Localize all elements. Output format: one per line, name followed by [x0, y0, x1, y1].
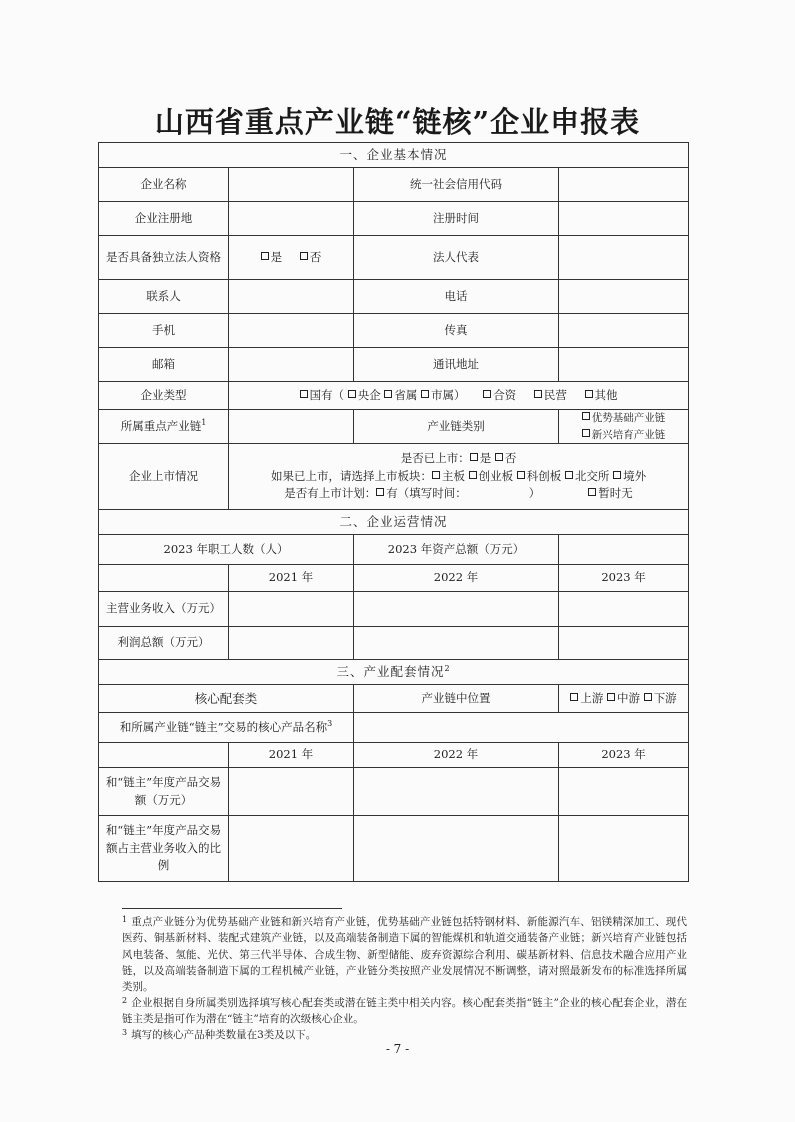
field-profit-2022[interactable]	[354, 627, 559, 660]
checkbox-icon	[495, 453, 503, 461]
option-bse[interactable]: 北交所	[565, 469, 610, 483]
label-credit-code: 统一社会信用代码	[354, 168, 559, 202]
field-company-type	[229, 382, 689, 410]
field-assets-2023[interactable]	[559, 535, 689, 565]
checkbox-icon	[607, 693, 615, 701]
checkbox-icon	[300, 252, 308, 260]
label-chain-category: 产业链类别	[354, 410, 559, 444]
field-ratio-2022[interactable]	[354, 816, 559, 882]
label-key-chain: 所属重点产业链$^1$	[99, 410, 229, 444]
listing-line-1: 是否已上市： 是 否	[400, 450, 517, 465]
checkbox-icon	[644, 693, 652, 701]
option-midstream[interactable]: 中游	[607, 691, 640, 705]
checkbox-icon	[470, 453, 478, 461]
option-provincial[interactable]: 省属	[384, 388, 417, 402]
ops-corner-cell	[99, 565, 229, 592]
label-annual-trade: 和“链主”年度产品交易额（万元）	[99, 768, 229, 816]
label-fax: 传真	[354, 314, 559, 348]
option-emerging-chain[interactable]: 新兴培育产业链	[582, 429, 666, 441]
checkbox-icon	[613, 471, 621, 479]
field-listing-status	[229, 444, 689, 510]
option-yes[interactable]: 是	[261, 250, 283, 264]
label-contact-person: 联系人	[99, 280, 229, 314]
option-central-enterprise[interactable]: 央企	[348, 388, 381, 402]
supp-year-2021: 2021 年	[229, 743, 354, 768]
field-chain-category	[559, 410, 689, 444]
section-header-supporting: 三、产业配套情况$^2$	[99, 660, 689, 685]
field-key-chain[interactable]	[229, 410, 354, 444]
field-revenue-2022[interactable]	[354, 592, 559, 627]
page-number: - 7 -	[385, 1042, 410, 1056]
label-legal-rep: 法人代表	[354, 236, 559, 280]
field-core-product[interactable]	[354, 713, 689, 743]
field-revenue-2021[interactable]	[229, 592, 354, 627]
field-legal-rep[interactable]	[559, 236, 689, 280]
label-main-revenue: 主营业务收入（万元）	[99, 592, 229, 627]
field-ratio-2023[interactable]	[559, 816, 689, 882]
checkbox-icon	[376, 488, 384, 496]
listing-line-2: 如果已上市，请选择上市板块： 主板 创业板 科创板 北交所 境外	[270, 468, 647, 483]
option-upstream[interactable]: 上游	[570, 691, 603, 705]
checkbox-icon	[517, 471, 525, 479]
label-company-name: 企业名称	[99, 168, 229, 202]
label-assets-2023: 2023 年资产总额（万元）	[354, 535, 559, 565]
checkbox-icon	[582, 412, 590, 420]
checkbox-icon	[585, 390, 593, 398]
application-form-table	[98, 142, 689, 882]
label-employees-2023: 2023 年职工人数（人）	[99, 535, 354, 565]
option-joint-venture[interactable]: 合资	[483, 388, 516, 402]
option-private[interactable]: 民营	[534, 388, 567, 402]
label-total-profit: 利润总额（万元）	[99, 627, 229, 660]
page-title: 山西省重点产业链“链核”企业申报表	[154, 105, 641, 139]
label-company-type: 企业类型	[99, 382, 229, 410]
label-email: 邮箱	[99, 348, 229, 382]
option-no[interactable]: 否	[300, 250, 322, 264]
footnote-2: $^2$ 企业根据自身所属类别选择填写核心配套类或潜在链主类中相关内容。核心配套类指“链主”企业的核心配套企业，潜在链主类是指可作为潜在“链主”培育的次级核心企业。	[122, 996, 687, 1026]
label-phone: 电话	[354, 280, 559, 314]
field-profit-2023[interactable]	[559, 627, 689, 660]
checkbox-icon	[588, 488, 596, 496]
field-ratio-2021[interactable]	[229, 816, 354, 882]
field-fax[interactable]	[559, 314, 689, 348]
field-registered-address[interactable]	[229, 202, 354, 236]
field-trade-2021[interactable]	[229, 768, 354, 816]
field-registration-date[interactable]	[559, 202, 689, 236]
label-registration-date: 注册时间	[354, 202, 559, 236]
label-listing-status: 企业上市情况	[99, 444, 229, 510]
checkbox-icon	[565, 471, 573, 479]
label-core-product: 和所属产业链“链主”交易的核心产品名称$^3$	[99, 713, 354, 743]
field-independent-legal	[229, 236, 354, 280]
option-downstream[interactable]: 下游	[644, 691, 677, 705]
ops-year-2023: 2023 年	[559, 565, 689, 592]
field-revenue-2023[interactable]	[559, 592, 689, 627]
ops-year-2022: 2022 年	[354, 565, 559, 592]
section-header-operations: 二、企业运营情况	[99, 510, 689, 535]
label-chain-position: 产业链中位置	[354, 685, 559, 713]
label-registered-address: 企业注册地	[99, 202, 229, 236]
field-credit-code[interactable]	[559, 168, 689, 202]
checkbox-icon	[261, 252, 269, 260]
label-independent-legal: 是否具备独立法人资格	[99, 236, 229, 280]
field-contact-person[interactable]	[229, 280, 354, 314]
label-mailing-address: 通讯地址	[354, 348, 559, 382]
footnote-3: $^3$ 填写的核心产品种类数量在3类及以下。	[122, 1028, 317, 1041]
footnote-1: $^1$ 重点产业链分为优势基础产业链和新兴培育产业链，优势基础产业链包括特钢材料、新能源汽车、铝镁精深加工、现代医药、铜基新材料、装配式建筑产业链，以及高端装备制造下属的智能煤机和轨道交通装备产业链；新兴培育产业链包括风电装备、氢能、光伏、第三代半导体、合成生物、新型储能、废弃资源综合利用、碳基新材料、信息技术融合应用产业链，以及高端装备制造下属的工程机械产业链，产业链分类按照产业发展情况不断调整，请对照最新发布的标准选择所属类别。	[122, 915, 687, 994]
field-mobile[interactable]	[229, 314, 354, 348]
footnote-divider	[122, 908, 342, 909]
field-chain-position	[559, 685, 689, 713]
checkbox-icon	[534, 390, 542, 398]
field-mailing-address[interactable]	[559, 348, 689, 382]
option-star-market[interactable]: 科创板	[517, 469, 562, 483]
label-trade-ratio: 和“链主”年度产品交易额占主营业务收入的比例	[99, 816, 229, 882]
checkbox-icon	[570, 693, 578, 701]
checkbox-icon	[384, 390, 392, 398]
checkbox-icon	[432, 471, 440, 479]
option-other[interactable]: 其他	[585, 388, 618, 402]
field-profit-2021[interactable]	[229, 627, 354, 660]
option-advantage-chain[interactable]: 优势基础产业链	[582, 412, 666, 424]
supp-corner-cell	[99, 743, 229, 768]
option-listed-no[interactable]: 否	[495, 451, 517, 465]
option-state-owned[interactable]: 国有（	[300, 388, 345, 402]
field-trade-2023[interactable]	[559, 768, 689, 816]
supp-year-2023: 2023 年	[559, 743, 689, 768]
option-municipal[interactable]: 市属）	[421, 388, 466, 402]
listing-line-3: 是否有上市计划： 有（填写时间： ） 暂时无	[284, 486, 633, 501]
label-mobile: 手机	[99, 314, 229, 348]
supp-year-2022: 2022 年	[354, 743, 559, 768]
checkbox-icon	[421, 390, 429, 398]
ops-year-2021: 2021 年	[229, 565, 354, 592]
option-listed-yes[interactable]: 是	[470, 451, 492, 465]
label-core-supporting: 核心配套类	[99, 685, 354, 713]
option-chinext[interactable]: 创业板	[469, 469, 514, 483]
field-email[interactable]	[229, 348, 354, 382]
checkbox-icon	[582, 429, 590, 437]
option-plan-yes[interactable]: 有（填写时间：	[376, 486, 467, 500]
option-overseas[interactable]: 境外	[613, 469, 646, 483]
option-plan-none[interactable]: 暂时无	[588, 486, 633, 500]
field-phone[interactable]	[559, 280, 689, 314]
option-main-board[interactable]: 主板	[432, 469, 465, 483]
checkbox-icon	[300, 390, 308, 398]
field-trade-2022[interactable]	[354, 768, 559, 816]
checkbox-icon	[348, 390, 356, 398]
checkbox-icon	[469, 471, 477, 479]
checkbox-icon	[483, 390, 491, 398]
section-header-basic: 一、企业基本情况	[99, 143, 689, 168]
field-company-name[interactable]	[229, 168, 354, 202]
